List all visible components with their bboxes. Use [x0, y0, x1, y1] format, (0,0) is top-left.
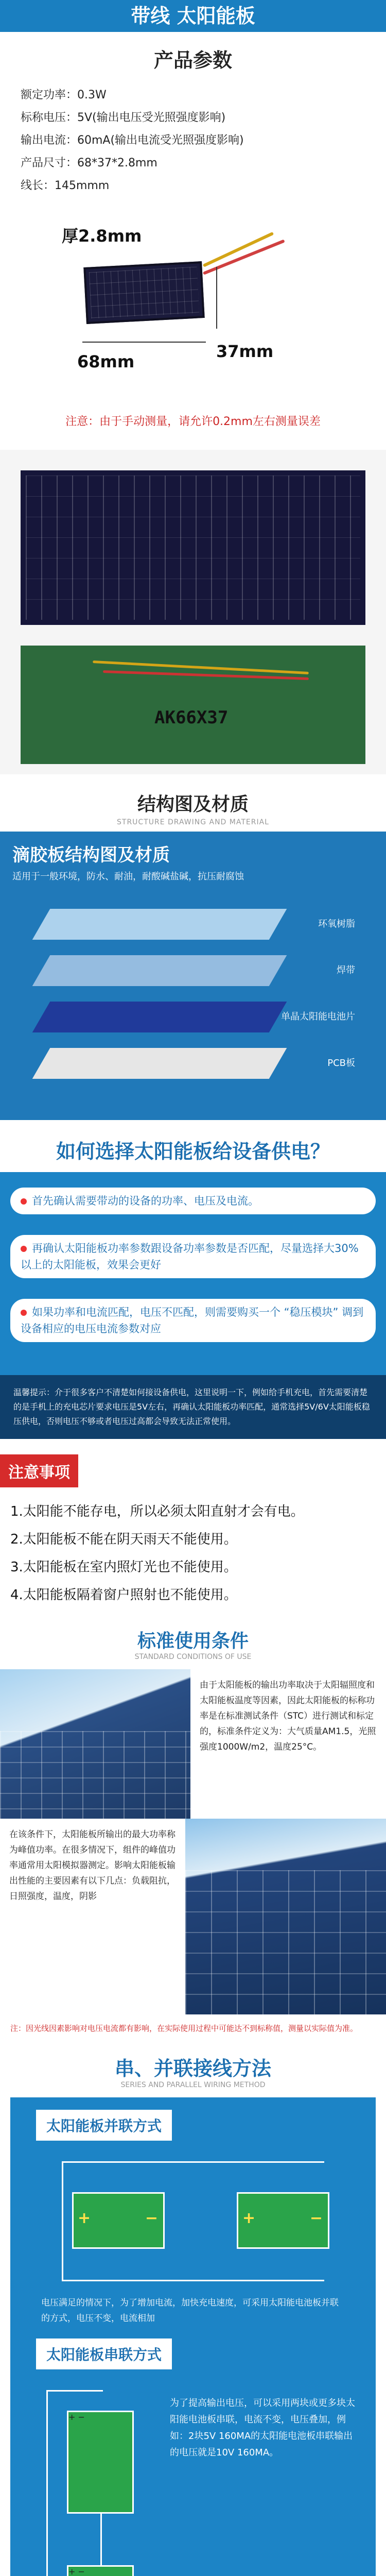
plus-icon: + — [68, 2567, 76, 2576]
header-title: 带线 太阳能板 — [131, 5, 255, 27]
layer-label-cell: 单晶太阳能电池片 — [281, 1011, 355, 1022]
thickness-label: 厚2.8mm — [62, 226, 142, 246]
conditions-title: 标准使用条件 — [137, 1631, 249, 1652]
wiring-title: 串、并联接线方法 — [114, 2057, 271, 2080]
solar-panel-image — [83, 261, 204, 324]
notice-item: 2.太阳能板不能在阴天雨天不能使用。 — [10, 1532, 237, 1547]
structure-box-title: 滴胶板结构图及材质 — [12, 845, 170, 866]
plus-icon: + — [68, 2412, 76, 2422]
minus-icon: − — [145, 2209, 158, 2227]
bullet-icon — [21, 1198, 27, 1205]
choose-step-2-text: 再确认太阳能板功率参数跟设备功率参数是否匹配，尽量选择大30%以上的太阳能板，效果会更好 — [21, 1242, 359, 1271]
product-detail-photos — [0, 450, 386, 774]
layer-pcb — [32, 1048, 287, 1079]
series-cell-2 — [67, 2565, 134, 2576]
solar-farm-image — [0, 1669, 190, 1819]
width-dimension-line — [216, 267, 217, 329]
series-diagram — [31, 2380, 170, 2576]
layer-cell — [32, 1002, 287, 1032]
param-voltage: 标称电压：5V(输出电压受光照强度影响) — [21, 111, 226, 124]
structure-heading-en: STRUCTURE DRAWING AND MATERIAL — [117, 818, 269, 826]
length-dimension-line — [82, 342, 206, 343]
series-title: 太阳能板串联方式 — [36, 2338, 172, 2369]
length-label: 68mm — [77, 352, 135, 371]
structure-diagram — [0, 832, 386, 1120]
layer-label-ribbon: 焊带 — [337, 965, 355, 976]
param-power: 额定功率：0.3W — [21, 89, 107, 101]
pcb-marking: AK66X37 — [154, 707, 229, 728]
notice-item: 1.太阳能不能存电，所以必须太阳直射才会有电。 — [10, 1504, 304, 1519]
parallel-title: 太阳能板并联方式 — [36, 2110, 172, 2141]
series-top-wire — [46, 2390, 103, 2392]
layer-ribbon — [32, 955, 287, 986]
parallel-left-wire — [62, 2161, 63, 2280]
how-to-choose-title: 如何选择太阳能板给设备供电？ — [56, 1140, 330, 1163]
param-current: 输出电流：60mA(输出电流受光照强度影响) — [21, 134, 244, 147]
panel-back-pcb — [21, 646, 365, 764]
series-cell-1 — [67, 2411, 134, 2514]
width-label: 37mm — [216, 342, 274, 361]
choose-step-3-text: 如果功率和电流匹配，电压不匹配，则需要购买一个 “稳压模块” 调到设备相应的电压电流参数对应 — [21, 1306, 364, 1335]
notice-item: 4.太阳能板隔着窗户照射也不能使用。 — [10, 1587, 237, 1603]
tips-block: 温馨提示：介于很多客户不清楚如何接设备供电，这里说明一下，例如给手机充电，首先需要清楚的是手机上的充电芯片要求电压是5V左右，再确认太阳能板功率匹配，通常选择5V/6V太阳能板稳压供电，否则电压不够或者电压过高都会导致无法正常使用。 — [0, 1375, 386, 1439]
minus-icon: − — [309, 2209, 323, 2227]
how-to-choose-panel — [0, 1172, 386, 1375]
measurement-note: 注意：由于手动测量，请允许0.2mm左右测量误差 — [65, 415, 321, 428]
parallel-bottom-wire — [62, 2280, 324, 2281]
solar-array-image — [185, 1819, 386, 2014]
notice-list — [0, 1487, 386, 1614]
series-left-wire — [46, 2390, 48, 2576]
minus-icon: − — [78, 2567, 85, 2576]
conditions-footnote: 注：因光线因素影响对电压电流都有影响，在实际使用过程中可能达不到标称值，测量以实际值为准。 — [10, 2024, 358, 2033]
param-size: 产品尺寸：68*37*2.8mm — [21, 157, 157, 170]
conditions-text-right: 由于太阳能板的输出功率取决于太阳辐照度和太阳能板温度等因素，因此太阳能板的标称功率是在标准测试条件（STC）进行测试和标定的，标准条件定义为：大气质量AM1.5，光照强度1000W/m2，温度25°C。 — [200, 1680, 376, 1752]
parallel-diagram — [41, 2151, 345, 2295]
bullet-icon — [21, 1246, 27, 1252]
choose-step-2 — [10, 1235, 376, 1278]
parallel-description: 电压满足的情况下，为了增加电流，加快充电速度，可采用太阳能电池板并联的方式，电压不变，电流相加 — [41, 2298, 339, 2324]
conditions-row-1 — [0, 1669, 386, 1819]
conditions-row-2 — [0, 1819, 386, 2014]
plus-icon: + — [78, 2209, 91, 2227]
series-description: 为了提高输出电压，可以采用两块或更多块太阳能电池板串联，电流不变，电压叠加，例如：2块5V 160MA的太阳能电池板串联输出的电压就是10V 160MA。 — [170, 2398, 355, 2458]
product-photo — [0, 202, 386, 450]
series-link-wire — [100, 2514, 102, 2565]
notice-item: 3.太阳能板在室内照灯光也不能使用。 — [10, 1560, 237, 1575]
params-section — [0, 32, 386, 197]
minus-icon: − — [78, 2412, 85, 2422]
header-bar — [0, 0, 386, 32]
wiring-subtitle: SERIES AND PARALLEL WIRING METHOD — [120, 2081, 266, 2089]
series-row — [31, 2380, 355, 2576]
structure-heading-title: 结构图及材质 — [137, 794, 249, 815]
wiring-panel — [10, 2097, 376, 2576]
params-title: 产品参数 — [153, 49, 232, 72]
bullet-icon — [21, 1310, 27, 1316]
choose-step-3 — [10, 1299, 376, 1342]
conditions-text-left: 在该条件下，太阳能板所输出的最大功率称为峰值功率。在很多情况下，组件的峰值功率通常用太阳模拟器测定。影响太阳能板输出性能的主要因素有以下几点：负载阻抗，日照强度，温度，阴影 — [9, 1829, 176, 1902]
structure-box-subtitle: 适用于一般环境，防水、耐油，耐酸碱盐碱，抗压耐腐蚀 — [12, 871, 244, 882]
choose-step-1-text: 首先确认需要带动的设备的功率、电压及电流。 — [32, 1195, 259, 1207]
panel-front-closeup — [21, 470, 365, 625]
plus-icon: + — [242, 2209, 256, 2227]
parallel-top-wire — [62, 2161, 324, 2163]
parallel-cell-1 — [72, 2192, 165, 2249]
param-wire-length: 线长：145mmm — [21, 179, 110, 192]
structure-heading — [0, 774, 386, 832]
layer-label-epoxy: 环氧树脂 — [318, 919, 355, 929]
layer-label-pcb: PCB板 — [327, 1058, 355, 1069]
layer-epoxy — [32, 909, 287, 940]
conditions-subtitle: STANDARD CONDITIONS OF USE — [134, 1653, 252, 1661]
notice-title: 注意事项 — [0, 1454, 78, 1487]
choose-step-1 — [10, 1188, 376, 1214]
parallel-cell-2 — [237, 2192, 329, 2249]
